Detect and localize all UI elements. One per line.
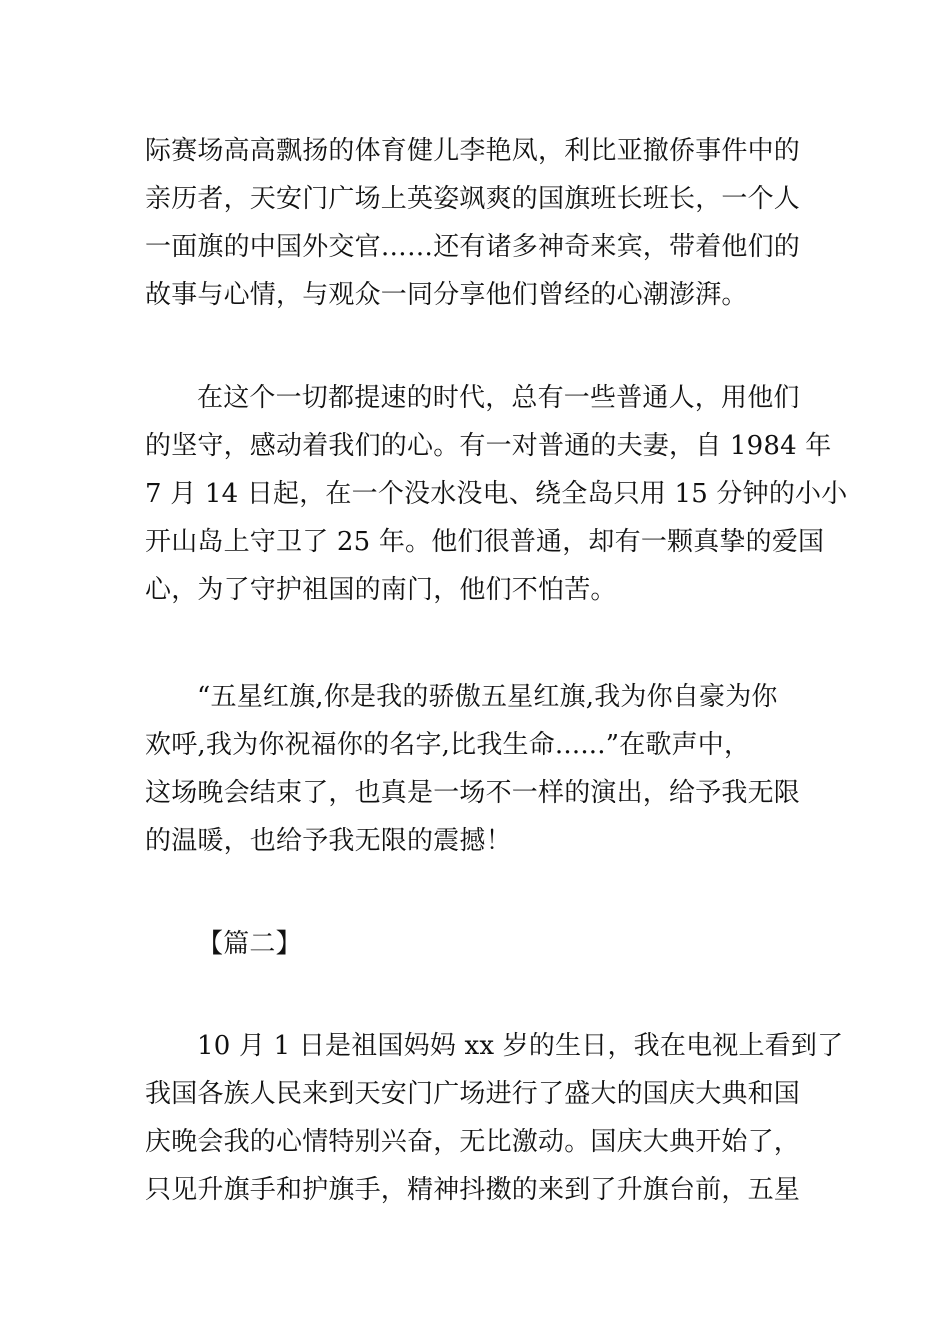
text-line: 只见升旗手和护旗手，精神抖擞的来到了升旗台前，五星 — [145, 1175, 801, 1205]
paragraph-island-couple — [145, 374, 848, 614]
text-line: 亲历者，天安门广场上英姿飒爽的国旗班长班长，一个人 — [145, 184, 801, 214]
text-line: 庆晚会我的心情特别兴奋，无比激动。国庆大典开始了， — [145, 1127, 801, 1157]
section-heading — [145, 920, 810, 968]
paragraph-song-ending — [145, 673, 810, 865]
text-line: 我国各族人民来到天安门广场进行了盛大的国庆大典和国 — [145, 1079, 801, 1109]
section-heading-text: 【篇二】 — [197, 929, 302, 959]
text-line: 在这个一切都提速的时代，总有一些普通人，用他们 — [197, 383, 800, 413]
text-line: “五星红旗,你是我的骄傲五星红旗,我为你自豪为你 — [197, 682, 778, 712]
text-line: 际赛场高高飘扬的体育健儿李艳凤，利比亚撤侨事件中的 — [145, 136, 801, 166]
text-line: 心，为了守护祖国的南门，他们不怕苦。 — [145, 575, 617, 605]
text-line: 开山岛上守卫了 25 年。他们很普通，却有一颗真挚的爱国 — [145, 527, 825, 557]
paragraph-guests — [145, 127, 810, 319]
text-line: 欢呼,我为你祝福你的名字,比我生命......”在歌声中， — [145, 730, 751, 760]
text-line: 故事与心情，与观众一同分享他们曾经的心潮澎湃。 — [145, 280, 748, 310]
text-line: 7 月 14 日起，在一个没水没电、绕全岛只用 15 分钟的小小 — [145, 479, 848, 509]
text-line: 的坚守，感动着我们的心。有一对普通的夫妻，自 1984 年 — [145, 431, 832, 461]
text-line: 这场晚会结束了，也真是一场不一样的演出，给予我无限 — [145, 778, 801, 808]
paragraph-national-day — [145, 1022, 844, 1214]
text-line: 的温暖，也给予我无限的震撼！ — [145, 826, 512, 856]
text-line: 10 月 1 日是祖国妈妈 xx 岁的生日，我在电视上看到了 — [197, 1031, 844, 1061]
text-line: 一面旗的中国外交官……还有诸多神奇来宾，带着他们的 — [145, 232, 801, 262]
